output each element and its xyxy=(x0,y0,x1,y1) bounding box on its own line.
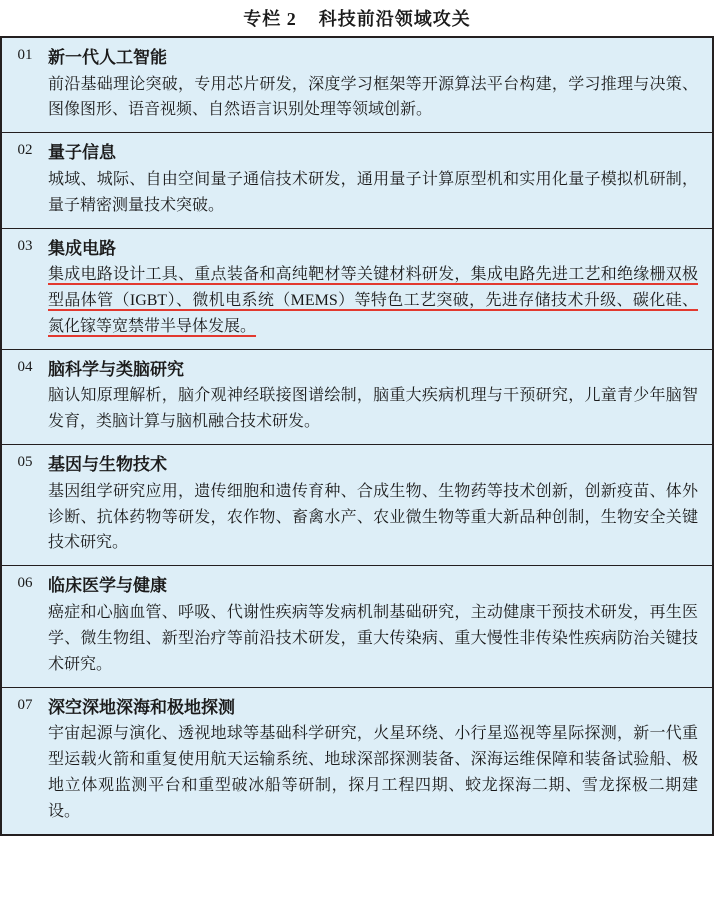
table-title-label: 专栏 2 xyxy=(243,9,297,29)
row-number: 06 xyxy=(17,575,33,592)
table-row xyxy=(2,566,712,687)
row-text: 脑认知原理解析，脑介观神经联接图谱绘制，脑重大疾病机理与干预研究，儿童青少年脑智发育，类脑计算与脑机融合技术研发。 xyxy=(48,387,698,431)
table-row xyxy=(2,688,712,834)
row-text: 宇宙起源与演化、透视地球等基础科学研究，火星环绕、小行星巡视等星际探测，新一代重型运载火箭和重复使用航天运输系统、地球深部探测装备、深海运维保障和装备试验船、极地立体观监测平台和重型破冰船等研制，探月工程四期、蛟龙探海二期、雪龙探极二期建设。 xyxy=(48,725,698,820)
row-heading: 基因与生物技术 xyxy=(48,455,167,475)
row-heading: 集成电路 xyxy=(48,238,116,258)
row-number: 02 xyxy=(17,142,33,159)
row-content xyxy=(48,445,712,565)
table-row xyxy=(2,445,712,566)
row-heading: 临床医学与健康 xyxy=(48,576,167,596)
table-title xyxy=(0,0,714,38)
table-row xyxy=(2,38,712,133)
table-row xyxy=(2,229,712,350)
table-row xyxy=(2,133,712,228)
row-text: 集成电路设计工具、重点装备和高纯靶材等关键材料研发，集成电路先进工艺和绝缘栅双极型晶体管（IGBT）、微机电系统（MEMS）等特色工艺突破，先进存储技术升级、碳化硅、氮化镓等宽禁带半导体发展。 xyxy=(48,266,698,335)
row-number: 01 xyxy=(17,47,33,63)
row-text: 前沿基础理论突破，专用芯片研发，深度学习框架等开源算法平台构建，学习推理与决策、图像图形、语音视频、自然语言识别处理等领域创新。 xyxy=(48,75,698,119)
row-heading: 深空深地深海和极地探测 xyxy=(48,697,235,717)
row-number: 07 xyxy=(17,696,33,713)
row-heading: 新一代人工智能 xyxy=(48,48,167,67)
row-number: 05 xyxy=(17,454,33,471)
row-content xyxy=(48,38,712,132)
row-content xyxy=(48,566,712,686)
row-text: 癌症和心脑血管、呼吸、代谢性疾病等发病机制基础研究，主动健康干预技术研发，再生医学、微生物组、新型治疗等前沿技术研发，重大传染病、重大慢性非传染性疾病防治关键技术研究。 xyxy=(48,603,698,673)
row-content xyxy=(48,229,712,349)
row-number: 03 xyxy=(17,237,33,254)
row-heading: 量子信息 xyxy=(48,143,116,163)
row-content xyxy=(48,688,712,834)
row-text: 基因组学研究应用，遗传细胞和遗传育种、合成生物、生物药等技术创新，创新疫苗、体外诊断、抗体药物等研发，农作物、畜禽水产、农业微生物等重大新品种创制，生物安全关键技术研究。 xyxy=(48,482,698,552)
table-row xyxy=(2,350,712,445)
row-content xyxy=(48,133,712,227)
feature-table xyxy=(0,38,714,836)
row-number: 04 xyxy=(17,358,33,375)
row-heading: 脑科学与类脑研究 xyxy=(48,359,184,379)
table-title-text: 科技前沿领域攻关 xyxy=(318,9,471,29)
row-content xyxy=(48,350,712,444)
row-text: 城域、城际、自由空间量子通信技术研发，通用量子计算原型机和实用化量子模拟机研制，量子精密测量技术突破。 xyxy=(48,170,698,214)
